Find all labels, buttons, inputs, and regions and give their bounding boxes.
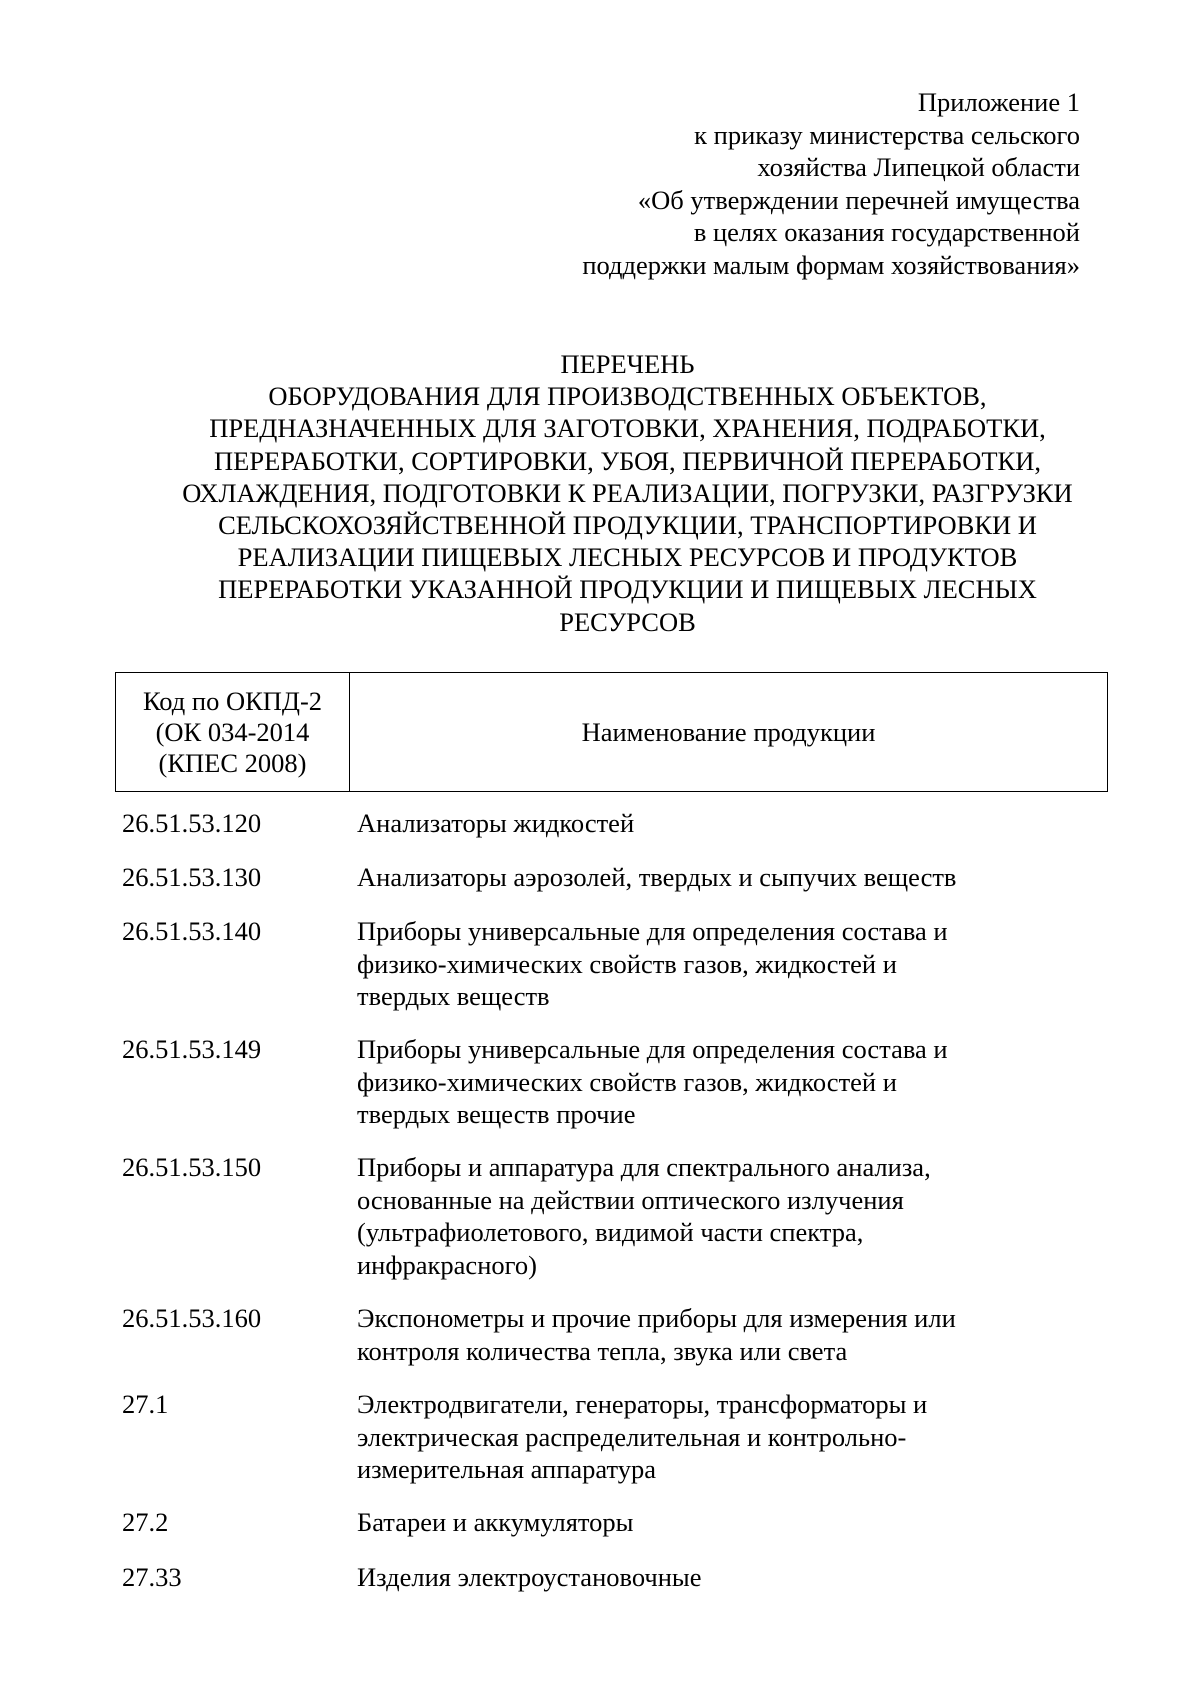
row-name	[357, 1033, 1077, 1131]
document-title	[135, 348, 1120, 638]
row-name-line: измерительная аппаратура	[357, 1454, 657, 1484]
title-line: ПЕРЕРАБОТКИ УКАЗАННОЙ ПРОДУКЦИИ И ПИЩЕВЫХ ЛЕСНЫХ	[218, 574, 1037, 605]
row-code: 27.2	[122, 1507, 169, 1537]
header-code-line: (КПЕС 2008)	[158, 747, 307, 778]
row-name-line: твердых веществ прочие	[357, 1099, 636, 1129]
row-code: 27.33	[122, 1562, 182, 1592]
row-name-line: Электродвигатели, генераторы, трансформаторы и	[357, 1389, 928, 1419]
header-code-line: Код по ОКПД-2	[142, 685, 323, 716]
row-name-line: Изделия электроустановочные	[357, 1562, 702, 1592]
appendix-line: в целях оказания государственной	[693, 217, 1080, 247]
row-name	[357, 915, 1077, 1013]
row-name-line: инфракрасного)	[357, 1249, 537, 1280]
appendix-line: к приказу министерства сельского	[694, 119, 1080, 150]
row-name-line: твердых веществ	[357, 981, 550, 1011]
header-code-cell	[116, 673, 350, 791]
title-line: ПЕРЕЧЕНЬ	[560, 349, 695, 379]
row-name	[357, 807, 1077, 840]
title-line: РЕАЛИЗАЦИИ ПИЩЕВЫХ ЛЕСНЫХ РЕСУРСОВ И ПРОДУКТОВ	[237, 542, 1018, 573]
row-name-line: физико-химических свойств газов, жидкостей и	[357, 948, 897, 979]
appendix-line: Приложение 1	[917, 87, 1080, 117]
row-name-line: Приборы и аппаратура для спектрального анализа,	[357, 1152, 931, 1182]
appendix-line: поддержки малым формам хозяйствования»	[582, 249, 1080, 280]
title-line: ПЕРЕРАБОТКИ, СОРТИРОВКИ, УБОЯ, ПЕРВИЧНОЙ ПЕРЕРАБОТКИ,	[214, 445, 1041, 476]
row-name-line: Приборы универсальные для определения состава и	[357, 916, 948, 946]
row-name-line: Приборы универсальные для определения состава и	[357, 1034, 948, 1064]
row-name-line: Батареи и аккумуляторы	[357, 1507, 634, 1537]
row-name	[357, 1151, 1077, 1281]
appendix-line: хозяйства Липецкой области	[757, 152, 1080, 182]
row-name-line: физико-химических свойств газов, жидкостей и	[357, 1066, 897, 1097]
title-line: РЕСУРСОВ	[559, 606, 696, 637]
row-name-line: электрическая распределительная и контрольно-	[357, 1421, 907, 1452]
row-code: 26.51.53.120	[122, 808, 262, 838]
row-code: 26.51.53.149	[122, 1034, 262, 1064]
row-name	[357, 1388, 1077, 1486]
row-name	[357, 1506, 1077, 1539]
row-name-line: (ультрафиолетового, видимой части спектра,	[357, 1217, 864, 1247]
row-name-line: Экспонометры и прочие приборы для измерения или	[357, 1303, 956, 1333]
table-header	[115, 672, 1108, 792]
title-line: ПРЕДНАЗНАЧЕННЫХ ДЛЯ ЗАГОТОВКИ, ХРАНЕНИЯ, ПОДРАБОТКИ,	[209, 413, 1046, 444]
row-code: 26.51.53.150	[122, 1152, 262, 1182]
appendix-line: «Об утверждении перечней имущества	[637, 184, 1080, 215]
row-code: 26.51.53.140	[122, 916, 262, 946]
row-name-line: Анализаторы аэрозолей, твердых и сыпучих веществ	[357, 862, 957, 892]
row-code: 26.51.53.160	[122, 1303, 262, 1333]
title-line: ОБОРУДОВАНИЯ ДЛЯ ПРОИЗВОДСТВЕННЫХ ОБЪЕКТОВ,	[268, 381, 987, 412]
row-name	[357, 1302, 1077, 1367]
header-name-cell: Наименование продукции	[581, 716, 876, 747]
row-name	[357, 1561, 1077, 1594]
row-name-line: Анализаторы жидкостей	[357, 808, 635, 838]
header-code-line: (ОК 034-2014	[155, 716, 310, 747]
row-name	[357, 861, 1077, 894]
title-line: СЕЛЬСКОХОЗЯЙСТВЕННОЙ ПРОДУКЦИИ, ТРАНСПОРТИРОВКИ И	[218, 510, 1037, 541]
row-code: 27.1	[122, 1389, 169, 1419]
row-name-line: контроля количества тепла, звука или света	[357, 1335, 848, 1366]
row-name-line: основанные на действии оптического излучения	[357, 1184, 904, 1215]
row-code: 26.51.53.130	[122, 862, 262, 892]
appendix-block	[582, 86, 1080, 281]
title-line: ОХЛАЖДЕНИЯ, ПОДГОТОВКИ К РЕАЛИЗАЦИИ, ПОГРУЗКИ, РАЗГРУЗКИ	[182, 477, 1073, 508]
